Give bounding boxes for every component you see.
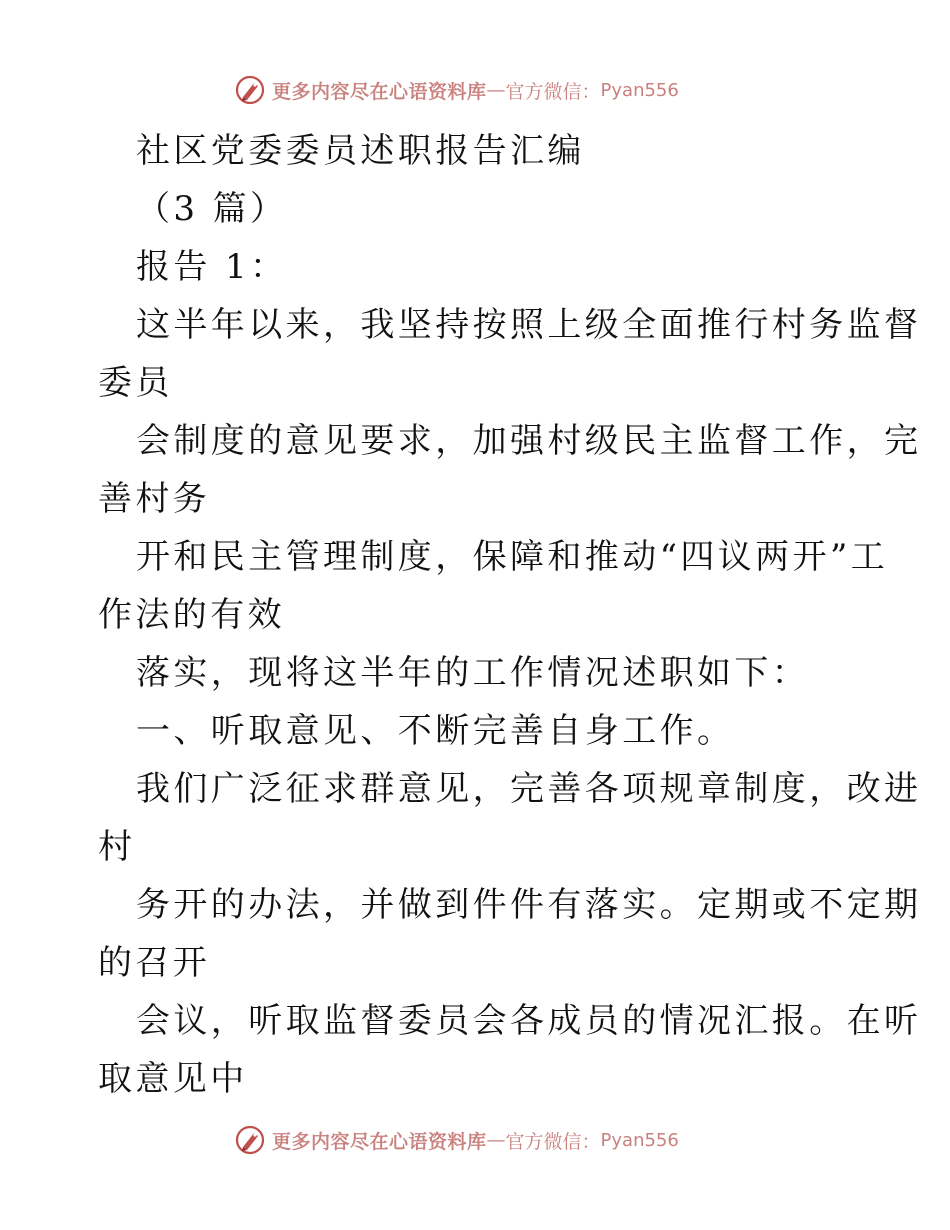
body-line: 务开的办法，并做到件件有落实。定期或不定期 bbox=[136, 885, 922, 925]
body-line: 村 bbox=[98, 827, 136, 867]
section-heading: 一、听取意见、不断完善自身工作。 bbox=[136, 711, 735, 751]
watermark-brand: 更多内容尽在心语资料库 bbox=[272, 1130, 487, 1153]
body-line: 开和民主管理制度，保障和推动“四议两开”工 bbox=[136, 537, 889, 577]
document-body bbox=[98, 122, 922, 1108]
watermark-dash: — bbox=[486, 1129, 506, 1151]
body-line: 落实，现将这半年的工作情况述职如下： bbox=[136, 653, 810, 693]
body-line: 取意见中 bbox=[98, 1059, 248, 1099]
watermark-header bbox=[234, 72, 679, 108]
watermark-suffix: 官方微信： bbox=[505, 1130, 601, 1153]
body-line: 会制度的意见要求，加强村级民主监督工作，完 bbox=[136, 421, 922, 461]
watermark-brand: 更多内容尽在心语资料库 bbox=[272, 80, 487, 103]
report-heading: 报告 1： bbox=[136, 247, 288, 287]
body-line: 作法的有效 bbox=[98, 595, 285, 635]
body-line: 会议，听取监督委员会各成员的情况汇报。在听 bbox=[136, 1001, 922, 1041]
body-line: 我们广泛征求群意见，完善各项规章制度，改进 bbox=[136, 769, 922, 809]
body-line: 委员 bbox=[98, 363, 173, 403]
watermark-wechat-id: Pyan556 bbox=[600, 1129, 679, 1151]
watermark-wechat-id: Pyan556 bbox=[600, 79, 679, 101]
document-subtitle: （3 篇） bbox=[136, 189, 288, 229]
pen-logo-icon bbox=[234, 1124, 266, 1156]
body-line: 善村务 bbox=[98, 479, 211, 519]
document-title: 社区党委委员述职报告汇编 bbox=[136, 131, 585, 171]
watermark-suffix: 官方微信： bbox=[505, 80, 601, 103]
body-line: 的召开 bbox=[98, 943, 211, 983]
pen-logo-icon bbox=[234, 74, 266, 106]
body-line: 这半年以来，我坚持按照上级全面推行村务监督 bbox=[136, 305, 922, 345]
watermark-dash: — bbox=[486, 79, 506, 101]
watermark-footer bbox=[234, 1122, 679, 1158]
